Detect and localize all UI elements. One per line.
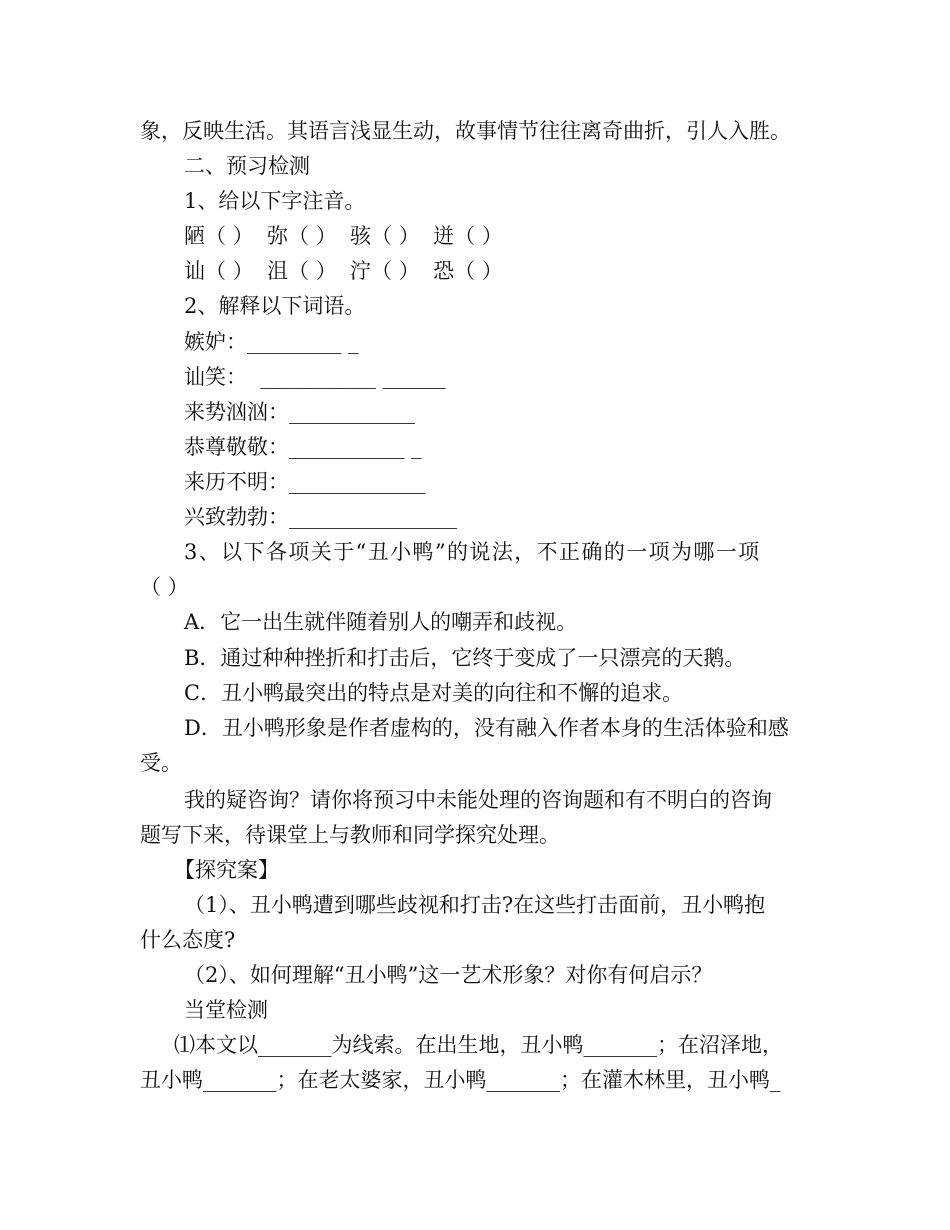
- text-line: ⑴本文以_______为线索。在出生地，丑小鸭_______；在沼泽地，: [174, 1033, 783, 1057]
- text-line: 恭尊敬敬：___________ _: [184, 435, 422, 459]
- option-d: D．丑小鸭形象是作者虚构的，没有融入作者本身的生活体验和感: [184, 716, 789, 740]
- text-line: （1）、丑小鸭遭到哪些歧视和打击?在这些打击面前，丑小鸭抱: [184, 893, 766, 917]
- text-line: 来势汹汹：____________: [184, 400, 415, 424]
- text-line: 题写下来，待课堂上与教师和同学探究处理。: [140, 823, 560, 847]
- text-line: 受。: [140, 751, 182, 775]
- text-line: 来历不明：_____________: [184, 470, 426, 494]
- text-line: （2）、如何理解“丑小鸭”这一艺术形象？对你有何启示？: [184, 963, 713, 987]
- text-line: 陋（ ） 弥（ ） 骇（ ） 迸（ ）: [184, 224, 503, 248]
- section-heading: 当堂检测: [184, 998, 268, 1022]
- text-line: 我的疑咨询？请你将预习中未能处理的咨询题和有不明白的咨询: [184, 788, 772, 812]
- option-b: B．通过种种挫折和打击后，它终于变成了一只漂亮的天鹅。: [184, 646, 746, 670]
- text-line: 什么态度?: [140, 928, 236, 952]
- text-line: 嫉妒：_________ _: [184, 330, 359, 354]
- option-a: A．它一出生就伴随着别人的嘲弄和歧视。: [184, 610, 578, 634]
- text-line: 兴致勃勃：________________: [184, 505, 457, 529]
- question-heading: 3、以下各项关于“丑小鸭”的说法，不正确的一项为哪一项: [184, 540, 761, 564]
- text-line: （ ）: [140, 575, 189, 599]
- question-heading: 2、解释以下词语。: [184, 294, 366, 318]
- text-line: 丑小鸭_______；在老太婆家，丑小鸭_______；在灌木林里，丑小鸭_: [140, 1068, 781, 1092]
- text-line: 象，反映生活。其语言浅显生动，故事情节往往离奇曲折，引人入胜。: [140, 119, 791, 143]
- text-line: 讪（ ） 沮（ ） 泞（ ） 恐（ ）: [184, 259, 503, 283]
- section-heading: 二、预习检测: [184, 154, 310, 178]
- option-c: C．丑小鸭最突出的特点是对美的向往和不懈的追求。: [184, 681, 684, 705]
- question-heading: 1、给以下字注音。: [184, 189, 366, 213]
- text-line: 讪笑： ___________ ______: [184, 365, 446, 389]
- section-heading: 【探究案】: [174, 858, 279, 882]
